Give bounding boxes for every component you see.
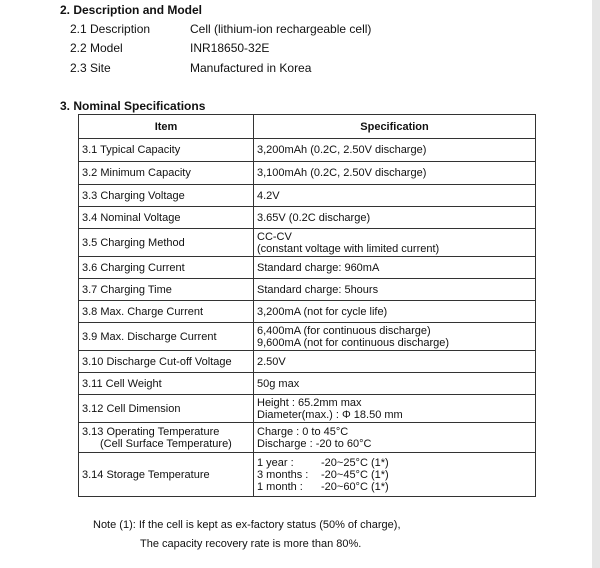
site-row — [70, 61, 570, 79]
spec-cell — [254, 301, 536, 323]
storage-line — [257, 457, 532, 469]
item-text: 3.5 Charging Method — [82, 236, 185, 249]
row-number: 2.1 Description — [70, 22, 151, 36]
spec-text: 2.50V — [257, 355, 286, 368]
storage-period: 1 year : — [257, 456, 294, 469]
storage-range: -20~25°C (1*) — [321, 456, 389, 469]
spec-text: 50g max — [257, 377, 300, 390]
spec-cell — [254, 257, 536, 279]
spec-text: 6,400mA (for continuous discharge) — [257, 324, 431, 337]
table-row — [79, 185, 536, 207]
description-row — [70, 22, 570, 40]
item-cell — [79, 351, 254, 373]
table-row — [79, 162, 536, 185]
spec-cell — [254, 423, 536, 453]
item-cell — [79, 162, 254, 185]
item-text: 3.9 Max. Discharge Current — [82, 330, 217, 343]
item-cell — [79, 185, 254, 207]
table-row — [79, 207, 536, 229]
table-body — [79, 139, 536, 497]
item-cell — [79, 139, 254, 162]
section-heading-nominal: 3. Nominal Specifications — [60, 99, 206, 113]
spec-cell — [254, 229, 536, 257]
spec-cell — [254, 139, 536, 162]
column-header-item: Item — [79, 115, 254, 139]
table-row — [79, 373, 536, 395]
storage-period: 3 months : — [257, 468, 309, 481]
spec-text: 4.2V — [257, 189, 280, 202]
row-number: 2.3 Site — [70, 61, 111, 75]
spec-text: Standard charge: 960mA — [257, 261, 380, 274]
item-text: 3.14 Storage Temperature — [82, 468, 210, 481]
item-cell — [79, 279, 254, 301]
specification-table — [78, 114, 536, 497]
column-header-specification: Specification — [254, 115, 536, 139]
item-text: 3.8 Max. Charge Current — [82, 305, 204, 318]
spec-text: 3,200mAh (0.2C, 2.50V discharge) — [257, 144, 427, 156]
storage-line — [257, 481, 532, 493]
spec-text: (constant voltage with limited current) — [257, 242, 440, 255]
spec-cell — [254, 207, 536, 229]
row-value: Manufactured in Korea — [190, 61, 312, 75]
item-cell — [79, 301, 254, 323]
item-text: 3.11 Cell Weight — [82, 377, 162, 390]
spec-cell — [254, 373, 536, 395]
item-cell — [79, 229, 254, 257]
spec-cell — [254, 395, 536, 423]
spec-cell — [254, 185, 536, 207]
table-header-row — [79, 115, 536, 139]
table-row — [79, 453, 536, 497]
item-text: 3.7 Charging Time — [82, 283, 172, 296]
table-row — [79, 423, 536, 453]
item-cell — [79, 323, 254, 351]
spec-cell — [254, 323, 536, 351]
item-text: 3.10 Discharge Cut-off Voltage — [82, 355, 232, 368]
spec-text: Charge : 0 to 45°C — [257, 425, 349, 438]
storage-range: -20~60°C (1*) — [321, 480, 389, 493]
spec-cell — [254, 162, 536, 185]
item-cell — [79, 453, 254, 497]
item-text: 3.1 Typical Capacity — [82, 144, 181, 156]
item-cell — [79, 423, 254, 453]
spec-cell — [254, 279, 536, 301]
spec-text: Standard charge: 5hours — [257, 283, 379, 296]
row-value: INR18650-32E — [190, 41, 270, 55]
page-edge — [592, 0, 600, 568]
note-line-2: The capacity recovery rate is more than 80%. — [140, 538, 362, 550]
section-heading-description: 2. Description and Model — [60, 3, 203, 17]
table-row — [79, 229, 536, 257]
spec-text: Discharge : -20 to 60°C — [257, 437, 372, 450]
item-text: 3.12 Cell Dimension — [82, 402, 181, 415]
table-row — [79, 351, 536, 373]
table-row — [79, 257, 536, 279]
storage-range: -20~45°C (1*) — [321, 468, 389, 481]
spec-text: Diameter(max.) : Φ 18.50 mm — [257, 408, 403, 421]
table-row — [79, 395, 536, 423]
table-row — [79, 279, 536, 301]
table-row — [79, 323, 536, 351]
row-value: Cell (lithium-ion rechargeable cell) — [190, 22, 372, 36]
item-cell — [79, 257, 254, 279]
model-row — [70, 41, 570, 59]
table-row — [79, 301, 536, 323]
spec-text: 3,100mAh (0.2C, 2.50V discharge) — [257, 167, 427, 179]
item-text: 3.13 Operating Temperature — [82, 425, 220, 438]
storage-line — [257, 469, 532, 481]
item-text: 3.2 Minimum Capacity — [82, 167, 191, 179]
spec-text: 9,600mA (not for continuous discharge) — [257, 336, 450, 349]
item-text: 3.3 Charging Voltage — [82, 189, 185, 202]
note-line-1: Note (1): If the cell is kept as ex-factory status (50% of charge), — [93, 519, 401, 531]
item-cell — [79, 373, 254, 395]
item-cell — [79, 207, 254, 229]
table-row — [79, 139, 536, 162]
spec-text: 3.65V (0.2C discharge) — [257, 211, 371, 224]
row-number: 2.2 Model — [70, 41, 123, 55]
spec-text: CC-CV — [257, 230, 292, 243]
spec-cell — [254, 351, 536, 373]
item-cell — [79, 395, 254, 423]
storage-period: 1 month : — [257, 480, 303, 493]
item-text: (Cell Surface Temperature) — [100, 437, 232, 450]
spec-cell — [254, 453, 536, 497]
item-text: 3.4 Nominal Voltage — [82, 211, 181, 224]
item-text: 3.6 Charging Current — [82, 261, 185, 274]
spec-text: Height : 65.2mm max — [257, 396, 362, 409]
spec-text: 3,200mA (not for cycle life) — [257, 305, 388, 318]
